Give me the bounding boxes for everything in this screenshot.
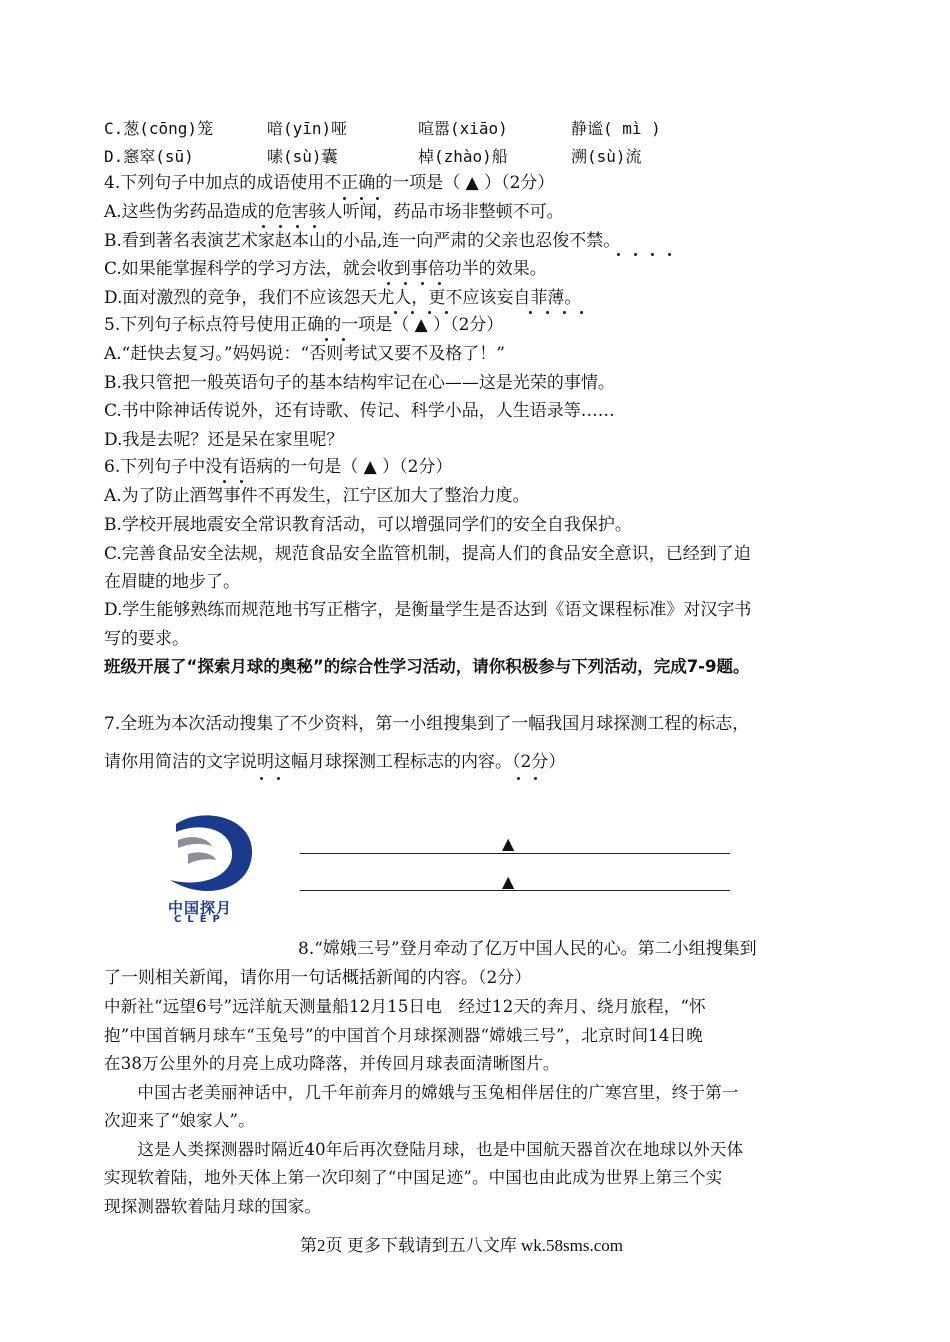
q6-stem: 6.下列句子中没有语病的一句是（ ▲ ）（2分） — [104, 457, 453, 477]
news-p1-line1: 中新社“远望6号”远洋航天测量船12月15日电 经过12天的奔月、绕月旅程，“怀 — [104, 997, 706, 1016]
emphasis-dot — [617, 253, 620, 256]
emphasis-dot — [546, 311, 549, 314]
q8-line1: 8.“嫦娥三号”登月牵动了亿万中国人民的心。第二小组搜集到 — [298, 939, 757, 959]
emphasis-dot — [651, 253, 654, 256]
emphasis-dot — [580, 311, 583, 314]
answer-line-1[interactable] — [300, 853, 730, 854]
emphasis-dot — [404, 282, 407, 285]
emphasis-dot — [387, 282, 390, 285]
emphasis-dot — [240, 480, 243, 483]
news-p2-line2: 次迎来了“娘家人”。 — [104, 1111, 255, 1130]
q6-option-d-line1: D.学生能够熟练而规范地书写正楷字，是衡量学生是否达到《语文课程标准》对汉字书 — [104, 600, 752, 620]
emphasis-dot — [668, 253, 671, 256]
moon-logo-icon — [162, 810, 262, 900]
emphasis-dot — [296, 225, 299, 228]
q3-d-word1: D.窸窣(sū) — [104, 147, 194, 166]
emphasis-dot — [223, 480, 226, 483]
answer-mark-2: ▲ — [502, 872, 515, 891]
emphasis-dot — [260, 777, 263, 780]
emphasis-dot — [376, 197, 379, 200]
news-p3-line3: 现探测器软着陆月球的国家。 — [104, 1197, 322, 1216]
q3-c-word1: C.葱(cōng)笼 — [104, 119, 214, 138]
emphasis-dot — [262, 225, 265, 228]
q3-c-word4: 静谧( mì ) — [571, 119, 661, 138]
news-p1-line2: 抱”中国首辆月球车“玉兔号”的中国首个月球探测器“嫦娥三号”，北京时间14日晚 — [104, 1026, 703, 1045]
q6-option-c-line2: 在眉睫的地步了。 — [104, 572, 240, 592]
q3-d-word2: 嗉(sù)囊 — [267, 147, 338, 166]
emphasis-dot — [360, 197, 363, 200]
q5-option-d: D.我是去呢？还是呆在家里呢？ — [104, 430, 344, 450]
emphasis-dot — [279, 225, 282, 228]
clep-logo — [162, 810, 262, 928]
emphasis-dot — [563, 311, 566, 314]
emphasis-dot — [313, 225, 316, 228]
emphasis-dot — [438, 282, 441, 285]
emphasis-dot — [325, 338, 328, 341]
logo-subtitle: CLEP — [174, 914, 226, 925]
q4-option-d: D.面对激烈的竞争，我们不应该怨天尤人，更不应该妄自菲薄。 — [104, 288, 582, 308]
q6-option-b: B.学校开展地震安全常识教育活动，可以增强同学们的安全自我保护。 — [104, 515, 632, 535]
q5-stem: 5.下列句子标点符号使用正确的一项是（ ▲ ）（2分） — [104, 315, 504, 335]
q3-d-word4: 溯(sù)流 — [571, 147, 642, 166]
emphasis-dot — [529, 311, 532, 314]
q6-option-a: A.为了防止酒驾事件不再发生，江宁区加大了整治力度。 — [104, 486, 530, 506]
q5-option-a: A.“赶快去复习。”妈妈说：“否则考试又要不及格了！” — [104, 344, 505, 364]
answer-line-2[interactable] — [300, 890, 730, 891]
q4-option-b: B.看到著名表演艺术家赵本山的小品,连一向严肃的父亲也忍俊不禁。 — [104, 231, 621, 251]
q4-option-c: C.如果能掌握科学的学习方法，就会收到事倍功半的效果。 — [104, 259, 547, 279]
q5-option-b: B.我只管把一般英语句子的基本结构牢记在心——这是光荣的事情。 — [104, 373, 615, 393]
logo-title: 中国探月 — [168, 899, 233, 917]
page-footer: 第2页 更多下载请到五八文库 wk.58sms.com — [300, 1236, 623, 1255]
q7-line1: 7.全班为本次活动搜集了不少资料，第一小组搜集到了一幅我国月球探测工程的标志， — [104, 714, 750, 734]
news-p3-line1: 这是人类探测器时隔近40年后再次登陆月球，也是中国航天器首次在地球以外天体 — [104, 1140, 744, 1159]
emphasis-dot — [421, 282, 424, 285]
emphasis-dot — [277, 777, 280, 780]
emphasis-dot — [517, 777, 520, 780]
emphasis-dot — [534, 777, 537, 780]
q4-stem: 4.下列句子中加点的成语使用不正确的一项是（ ▲ ）（2分） — [104, 173, 555, 193]
emphasis-dot — [343, 197, 346, 200]
q4-option-a: A.这些伪劣药品造成的危害骇人听闻，药品市场非整顿不可。 — [104, 202, 564, 222]
q6-option-d-line2: 写的要求。 — [104, 629, 189, 649]
q5-option-c: C.书中除神话传说外，还有诗歌、传记、科学小品，人生语录等…… — [104, 401, 615, 421]
q7-line2: 请你用简洁的文字说明这幅月球探测工程标志的内容。（2分） — [104, 752, 566, 772]
q3-c-word3: 喧嚣(xiāo) — [418, 119, 508, 138]
emphasis-dot — [634, 253, 637, 256]
q3-d-word3: 棹(zhào)船 — [418, 147, 508, 166]
q8-line2: 了一则相关新闻，请你用一句话概括新闻的内容。（2分） — [104, 968, 532, 988]
news-p1-line3: 在38万公里外的月亮上成功降落，并传回月球表面清晰图片。 — [104, 1054, 560, 1073]
activity-intro: 班级开展了“探索月球的奥秘”的综合性学习活动，请你积极参与下列活动，完成7-9题。 — [104, 657, 750, 676]
answer-mark-1: ▲ — [502, 834, 515, 853]
emphasis-dot — [342, 338, 345, 341]
q6-option-c-line1: C.完善食品安全法规，规范食品安全监管机制，提高人们的食品安全意识，已经到了迫 — [104, 544, 751, 564]
news-p2-line1: 中国古老美丽神话中，几千年前奔月的嫦娥与玉兔相伴居住的广寒宫里，终于第一 — [104, 1083, 739, 1102]
q3-c-word2: 喑(yīn)哑 — [267, 119, 348, 138]
news-p3-line2: 实现软着陆，地外天体上第一次印刻了“中国足迹”。中国也由此成为世界上第三个实 — [104, 1168, 723, 1187]
